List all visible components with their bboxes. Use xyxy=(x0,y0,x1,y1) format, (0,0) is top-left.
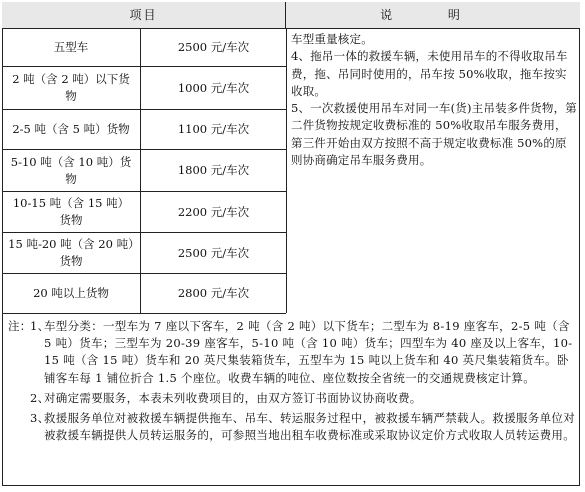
vehicle-type-cell: 15 吨-20 吨（含 20 吨）货物 xyxy=(2,233,141,273)
explanation-paragraph: 5、一次救援使用吊车对同一车(货)主吊装多件货物，第二件货物按规定收费标准的 50%收取吊车服务费用，第三件开始由双方按照不高于规定收费标准 50%的原则协商确定吊车服务费用。 xyxy=(291,101,577,168)
notes-label: 注： xyxy=(8,319,32,333)
table-row xyxy=(2,110,286,150)
note-item xyxy=(8,410,576,444)
note-text: 对确定需要服务，本表未列收费项目的，由双方签订书面协议协商收费。 xyxy=(44,390,422,405)
price-cell: 1000 元/车次 xyxy=(177,80,250,95)
note-text: 救援服务单位对被救援车辆提供拖车、吊车、转运服务过程中，被救援车辆严禁载人。救援服务单位对被救援车辆提供人员转运服务的，可参照当地出租车收费标准或采取协议定价方式收取人员转运费用。 xyxy=(44,411,575,443)
vehicle-type-cell: 2-5 吨（含 5 吨）货物 xyxy=(2,110,141,149)
explanation-panel xyxy=(291,31,577,169)
note-item xyxy=(8,390,576,407)
note-item xyxy=(8,318,576,387)
vehicle-type-cell: 五型车 xyxy=(2,29,141,66)
column-divider xyxy=(286,29,287,313)
table-row xyxy=(2,67,286,110)
table-row xyxy=(2,29,286,67)
notes-section xyxy=(8,318,576,444)
table-row xyxy=(2,274,286,314)
vehicle-type-cell: 5-10 吨（含 10 吨）货物 xyxy=(2,150,141,191)
price-cell: 1100 元/车次 xyxy=(177,122,250,136)
note-number: 2、 xyxy=(30,390,50,405)
item-column-header: 项目 xyxy=(2,2,286,29)
note-number: 3、 xyxy=(30,411,50,426)
explanation-paragraph: 4、拖吊一体的救援车辆，未使用吊车的不得收取吊车费，拖、吊同时使用的，吊车按 50%收取，拖车按实收取。 xyxy=(291,49,568,98)
vehicle-type-cell: 2 吨（含 2 吨）以下货物 xyxy=(2,67,141,109)
explanation-paragraph: 车型重量核定。 xyxy=(291,32,373,46)
description-column-header xyxy=(286,2,580,29)
note-text: 车型分类：一型车为 7 座以下客车，2 吨（含 2 吨）以下货车；二型车为 8-19 座客车，2-5 吨（含 5 吨）货车；三型车为 20-39 座客车，5-10 吨（含 10 吨）货车；四型车为 40 座及以上客车，10-15 吨（含 15 吨）货车和 20 英尺集装箱货车，五型车为 15 吨以上货车和 40 英尺集装箱货车。卧铺客车每 1 铺位折合 1.5 个座位。收费车辆的吨位、座位数按全省统一的交通规费核定计算。 xyxy=(44,319,573,385)
table-row xyxy=(2,192,286,233)
description-header-label: 说 明 xyxy=(380,8,486,22)
price-cell: 2500 元/车次 xyxy=(177,245,250,260)
price-cell: 1800 元/车次 xyxy=(177,163,250,177)
price-cell: 2800 元/车次 xyxy=(177,286,250,300)
table-row xyxy=(2,233,286,274)
table-header xyxy=(2,2,580,29)
price-cell: 2500 元/车次 xyxy=(177,40,250,54)
note-number: 1、 xyxy=(30,319,50,333)
price-cell: 2200 元/车次 xyxy=(177,204,250,219)
vehicle-type-cell: 10-15 吨（含 15 吨）货物 xyxy=(2,192,141,232)
vehicle-type-cell: 20 吨以上货物 xyxy=(2,274,141,313)
table-row xyxy=(2,150,286,192)
